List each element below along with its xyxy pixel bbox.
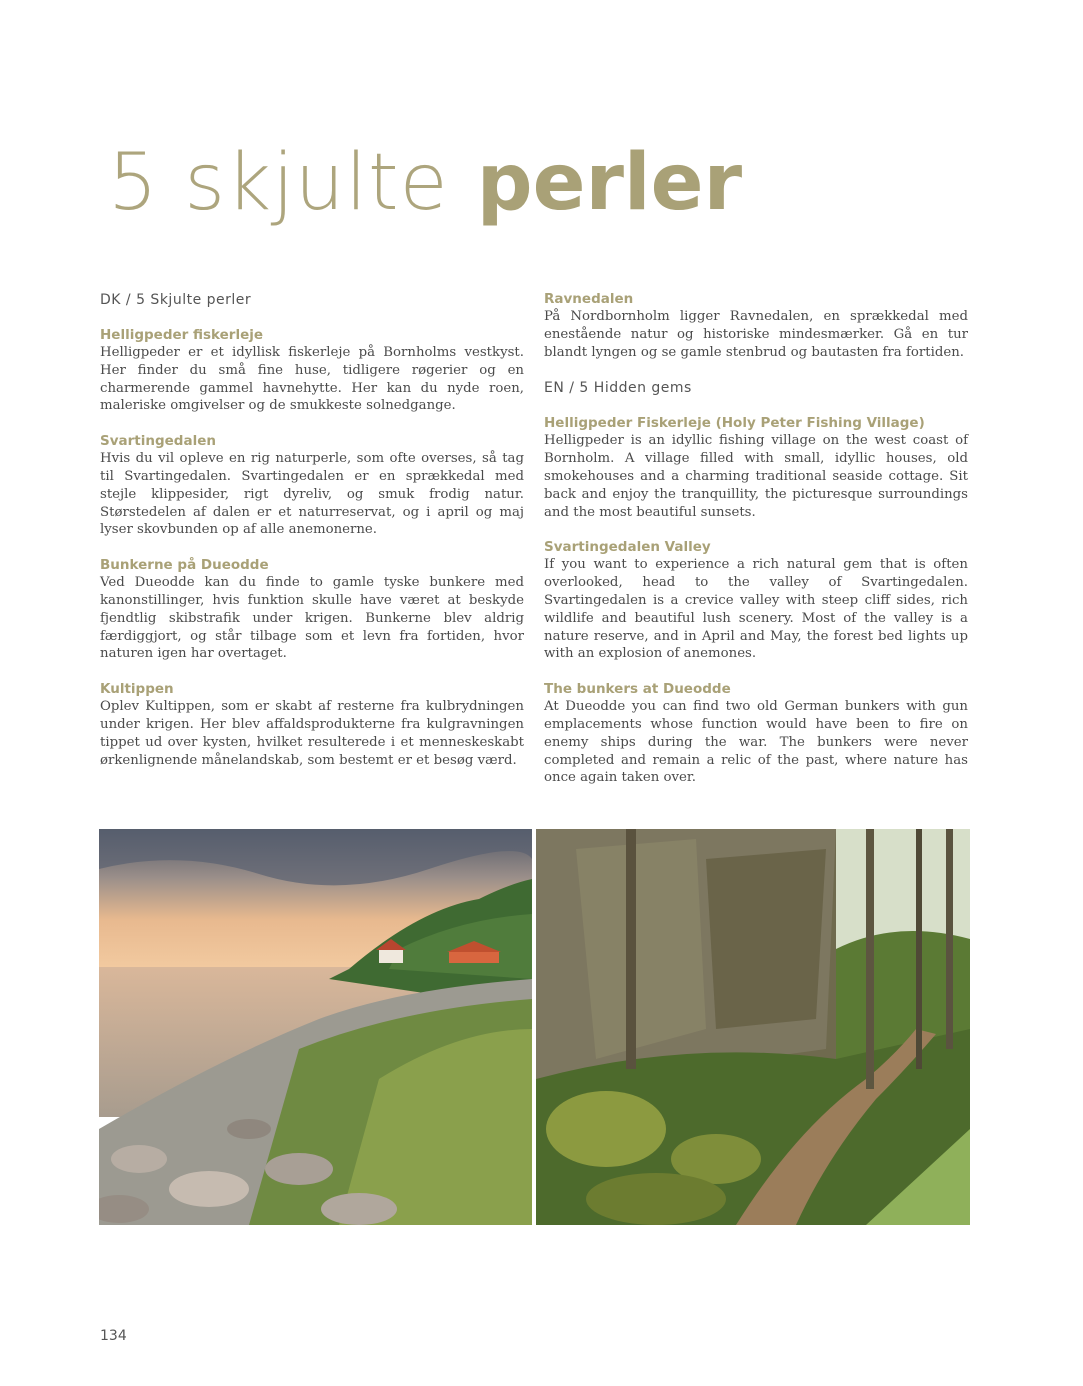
photo-row	[99, 829, 970, 1225]
section-text: At Dueodde you can find two old German bunkers with gun emplacements whose function would have been to fire on enemy ships during the war. The bunkers were never completed and remain a relic of the past, where nature has once again taken over.	[544, 699, 968, 786]
dk-section-helligpeder	[100, 326, 524, 415]
en-section-svartingedalen	[544, 538, 968, 663]
section-text: Ved Dueodde kan du finde to gamle tyske bunkere med kanonstillinger, hvis funktion skulle have været at beskyde fjendtlig skibstrafik under krigen. Bunkerne blev aldrig færdiggjort, og står tilbage som et levn fra fortiden, hvor naturen igen har overtaget.	[100, 575, 524, 662]
section-text: Helligpeder is an idyllic fishing village on the west coast of Bornholm. A village filled with small, idyllic houses, old smokehouses and a charming traditional seaside cottage. Sit back and enjoy the tranquillity, the picturesque surroundings and the most beautiful sunsets.	[544, 433, 968, 520]
dk-label: DK / 5 Skjulte perler	[100, 292, 252, 308]
page-title	[108, 128, 742, 238]
section-text: If you want to experience a rich natural gem that is often overlooked, head to the valley of Svartingedalen. Svartingedalen is a crevice valley with steep cliff sides, rich wildlife and beautiful lush scenery. Most of the valley is a nature reserve, and in April and May, the forest bed lights up with an explosion of anemones.	[544, 557, 968, 662]
valley-photo	[536, 829, 970, 1225]
section-text: Hvis du vil opleve en rig naturperle, som ofte overses, så tag til Svartingedalen. Svartingedalen er en sprækkedal med stejle klippesider, rigt dyreliv, og smuk frodig natur. Størstedelen af dalen er et naturreservat, og i april og maj lyser skovbunden op af alle anemonerne.	[100, 451, 524, 538]
section-heading: Ravnedalen	[544, 291, 634, 307]
en-label: EN / 5 Hidden gems	[544, 380, 692, 397]
dk-section-svartingedalen	[100, 432, 524, 539]
section-heading: Helligpeder Fiskerleje (Holy Peter Fishing Village)	[544, 415, 925, 432]
en-section-helligpeder	[544, 414, 968, 521]
section-heading: Helligpeder fiskerleje	[100, 327, 264, 343]
section-heading: Bunkerne på Dueodde	[100, 557, 269, 574]
coast-photo	[99, 829, 532, 1225]
title-bold: perler	[476, 138, 743, 228]
title-light: 5 skjulte	[108, 138, 449, 228]
coast-photo-illustration	[99, 829, 532, 1225]
en-section-bunkers	[544, 680, 968, 787]
section-heading: The bunkers at Dueodde	[544, 681, 731, 698]
section-text: Oplev Kultippen, som er skabt af resterne fra kulbrydningen under krigen. Her blev affaldsprodukterne fra kulgravningen tippet ud over kysten, hvilket resulterede i et menneskeskabt ørkenlignende månelandskab, som bestemt er et besøg værd.	[100, 699, 524, 768]
section-text: Helligpeder er et idyllisk fiskerleje på Bornholms vestkyst. Her finder du små fine huse, tidligere røgerier og en charmerende gammel havnehytte. Her kan du nyde roen, maleriske omgivelser og de smukkeste solnedgange.	[100, 345, 524, 414]
section-heading: Svartingedalen	[100, 433, 216, 450]
page-number: 134	[100, 1328, 127, 1344]
right-column	[544, 290, 968, 804]
section-heading: Svartingedalen Valley	[544, 539, 711, 556]
section-heading: Kultippen	[100, 681, 174, 698]
valley-photo-illustration	[536, 829, 970, 1225]
dk-section-kultippen	[100, 680, 524, 769]
left-column	[100, 290, 524, 786]
section-text: På Nordbornholm ligger Ravnedalen, en sprækkedal med enestående natur og historiske mindesmærker. Gå en tur blandt lyngen og se gamle stenbrud og bautasten fra fortiden.	[544, 309, 968, 360]
dk-section-ravnedalen	[544, 290, 968, 361]
dk-section-bunkerne	[100, 556, 524, 663]
